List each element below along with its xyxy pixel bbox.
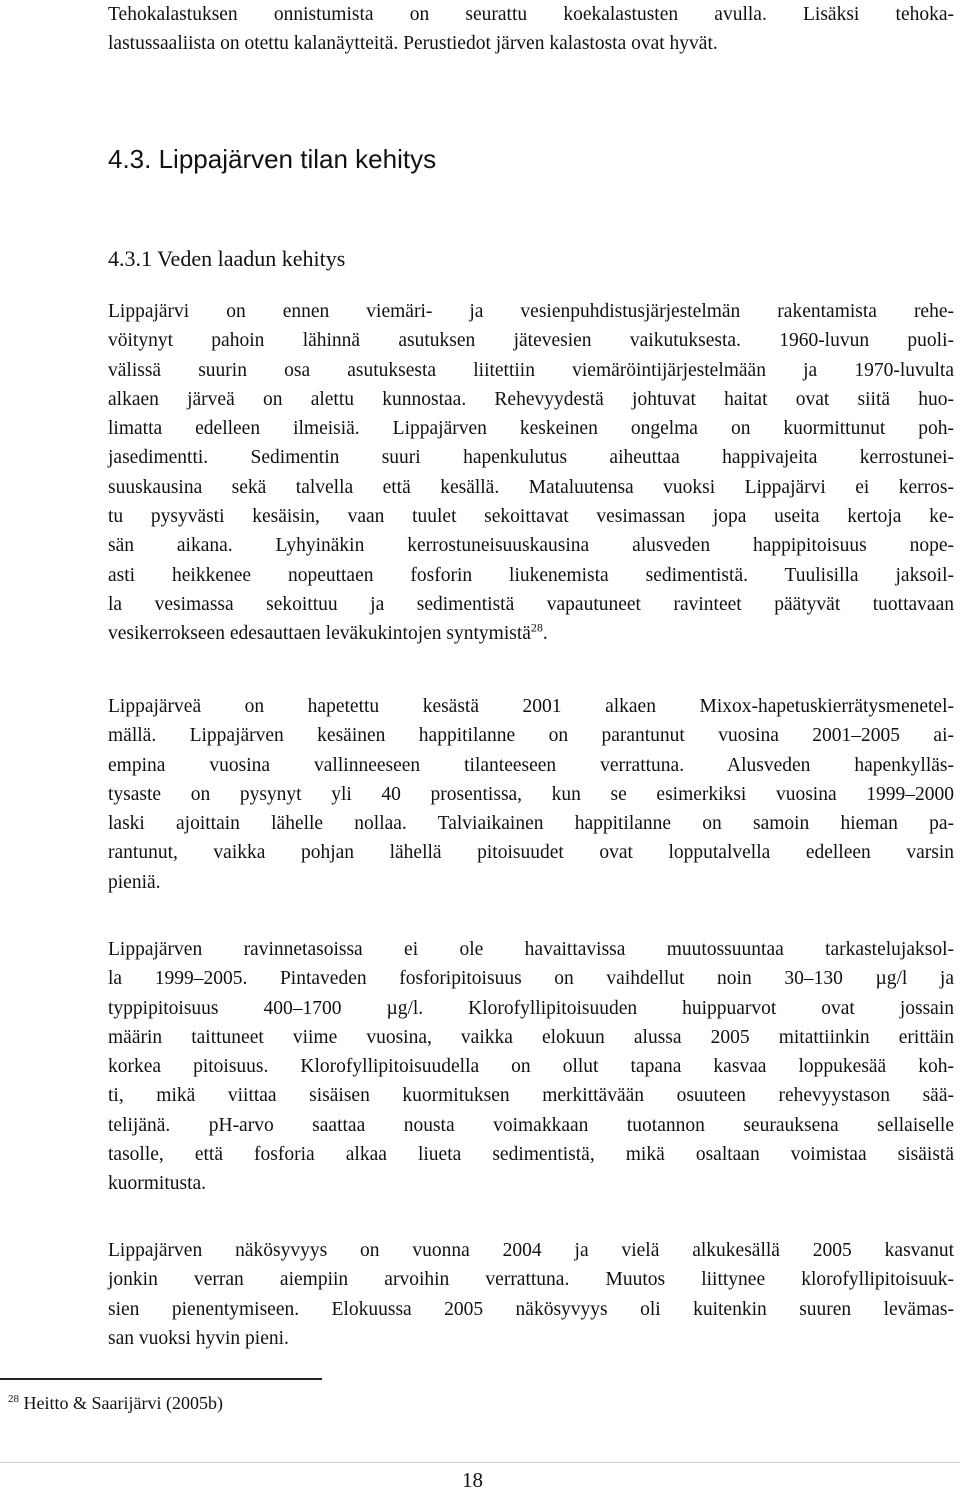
text-line [108, 619, 954, 648]
text-line: san vuoksi hyvin pieni. [108, 1327, 289, 1349]
text-line: la 1999–2005. Pintaveden fosforipitoisuus on vaihdellut noin 30–130 µg/l ja [108, 968, 954, 990]
section-heading: 4.3. Lippajärven tilan kehitys [108, 144, 437, 174]
footnote-number: 28 [8, 1393, 19, 1405]
footnote-text: Heitto & Saarijärvi (2005b) [23, 1393, 223, 1413]
text-line: tu pysyvästi kesäisin, vaan tuulet sekoittavat vesimassan jopa useita kertoja ke- [108, 506, 954, 528]
text-line: kuormitusta. [108, 1173, 207, 1195]
paragraph-nutrients [108, 935, 954, 1199]
paragraph-water-quality [108, 297, 954, 649]
text-line: Lippajärvi on ennen viemäri- ja vesienpuhdistusjärjestelmän rakentamista rehe- [108, 301, 954, 322]
paragraph-aeration [108, 692, 954, 897]
text-line: jonkin verran aiempiin arvoihin verrattuna. Muutos liittynee klorofyllipitoisuuk- [108, 1269, 954, 1291]
text-fragment: . [542, 623, 548, 645]
text-line: Lippajärven ravinnetasoissa ei ole havaittavissa muutossuuntaa tarkastelujaksol- [108, 939, 954, 960]
text-line: suuskausina sekä talvella että kesällä. Mataluutensa vuoksi Lippajärvi ei kerros- [108, 476, 954, 498]
text-line: välissä suurin osa asutuksesta liitettiin viemäröintijärjestelmään ja 1970-luvulta [108, 359, 954, 381]
page-bottom-divider [0, 1462, 960, 1463]
footnote [8, 1390, 223, 1416]
text-line: Lippajärveä on hapetettu kesästä 2001 alkaen Mixox-hapetuskierrätysmenetel- [108, 696, 954, 717]
text-line: asti heikkenee nopeuttaen fosforin liukenemista sedimentistä. Tuulisilla jaksoil- [108, 564, 954, 586]
text-line: sän aikana. Lyhyinäkin kerrostuneisuuskausina alusveden happipitoisuus nope- [108, 535, 954, 557]
text-line: empina vuosina vallinneeseen tilanteeseen verrattuna. Alusveden hapenkylläs- [108, 754, 954, 776]
intro-paragraph [108, 0, 954, 59]
text-line: sien pienentymiseen. Elokuussa 2005 näkösyvyys oli kuitenkin suuren levämas- [108, 1298, 954, 1320]
text-line: määrin taittuneet viime vuosina, vaikka elokuun alussa 2005 mitattiinkin erittäin [108, 1026, 954, 1048]
text-line: pieniä. [108, 871, 161, 893]
text-line: rantunut, vaikka pohjan lähellä pitoisuudet ovat lopputalvella edelleen varsin [108, 842, 954, 864]
text-line: tasolle, että fosforia alkaa liueta sedimentistä, mikä osaltaan voimistaa sisäistä [108, 1144, 954, 1166]
text-line: tysaste on pysynyt yli 40 prosentissa, kun se esimerkiksi vuosina 1999–2000 [108, 783, 954, 805]
text-fragment: vesikerrokseen edesauttaen leväkukintojen syntymistä [108, 623, 531, 645]
text-line: mällä. Lippajärven kesäinen happitilanne on parantunut vuosina 2001–2005 ai- [108, 725, 954, 747]
text-line: vöitynyt pahoin lähinnä asutuksen jätevesien vaikutuksesta. 1960-luvun puoli- [108, 330, 954, 352]
paragraph-visibility [108, 1236, 954, 1353]
text-line: la vesimassa sekoittuu ja sedimentistä vapautuneet ravinteet päätyvät tuottavaan [108, 593, 954, 615]
text-line: telijänä. pH-arvo saattaa nousta voimakkaan tuotannon seurauksena sellaiselle [108, 1114, 954, 1136]
text-line: ti, mikä viittaa sisäisen kuormituksen merkittävään osuuteen rehevyystason sää- [108, 1085, 954, 1107]
subsection-heading: 4.3.1 Veden laadun kehitys [108, 246, 346, 271]
page-number: 18 [462, 1468, 483, 1492]
text-line: Tehokalastuksen onnistumista on seurattu koekalastusten avulla. Lisäksi tehoka- [108, 4, 954, 25]
footnote-reference: 28 [530, 620, 543, 635]
text-line: laski ajoittain lähelle nollaa. Talviaikainen happitilanne on samoin hieman pa- [108, 813, 954, 835]
text-line: jasedimentti. Sedimentin suuri hapenkulutus aiheuttaa happivajeita kerrostunei- [108, 447, 954, 469]
text-line: Lippajärven näkösyvyys on vuonna 2004 ja vielä alkukesällä 2005 kasvanut [108, 1240, 954, 1261]
text-line: alkaen järveä on alettu kunnostaa. Rehevyydestä johtuvat haitat ovat siitä huo- [108, 388, 954, 410]
text-line: lastussaaliista on otettu kalanäytteitä. Perustiedot järven kalastosta ovat hyvät. [108, 33, 718, 55]
text-line: korkea pitoisuus. Klorofyllipitoisuudella on ollut tapana kasvaa loppukesää koh- [108, 1056, 954, 1078]
text-line: typpipitoisuus 400–1700 µg/l. Klorofyllipitoisuuden huippuarvot ovat jossain [108, 997, 954, 1019]
text-line: limatta edelleen ilmeisiä. Lippajärven keskeinen ongelma on kuormittunut poh- [108, 418, 954, 440]
footnote-divider [0, 1378, 322, 1380]
